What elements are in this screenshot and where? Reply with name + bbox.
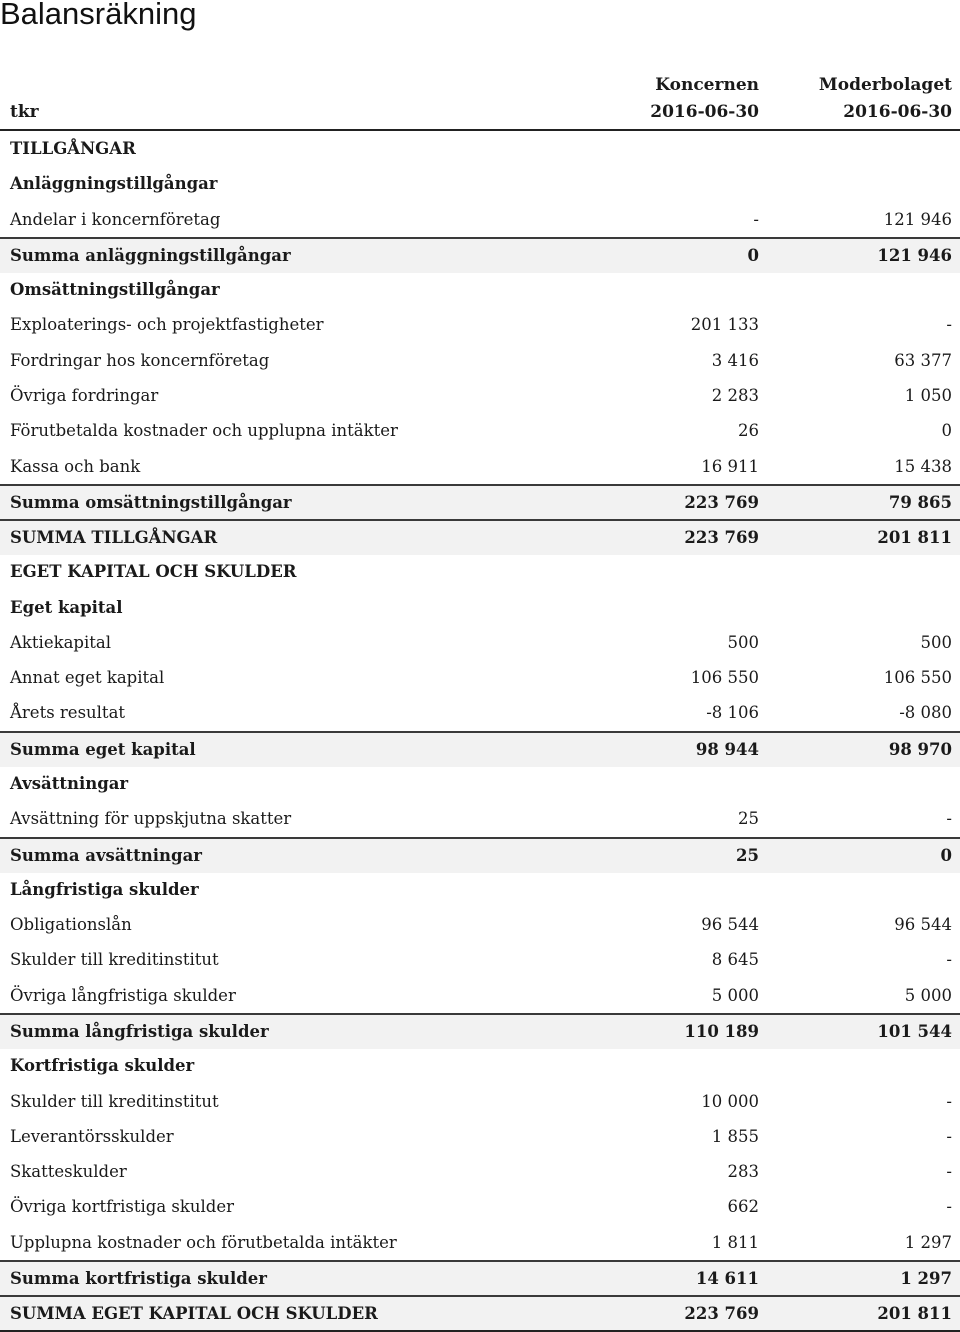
- koncernen-value: 201 133: [690, 315, 759, 335]
- moderbolaget-value: -: [946, 809, 952, 829]
- row-label: Övriga fordringar: [10, 385, 159, 405]
- section-heading-row: [0, 872, 960, 907]
- row-label: Summa långfristiga skulder: [10, 1022, 269, 1041]
- moderbolaget-value: 1 297: [900, 1268, 952, 1288]
- moderbolaget-value: 101 544: [877, 1022, 952, 1041]
- moderbolaget-value: 121 946: [883, 209, 952, 229]
- koncernen-value: 106 550: [690, 668, 759, 688]
- summary-row: [0, 837, 960, 873]
- row-label: Omsättningstillgångar: [10, 280, 220, 300]
- section-heading-row: [0, 166, 960, 201]
- moderbolaget-value: 121 946: [877, 245, 952, 265]
- moderbolaget-value: 500: [920, 632, 952, 652]
- summary-row: [0, 1295, 960, 1331]
- moderbolaget-value: 79 865: [888, 492, 952, 512]
- koncernen-value: 2 283: [711, 385, 759, 405]
- table-row: [0, 449, 960, 484]
- row-label: Långfristiga skulder: [10, 879, 199, 899]
- summary-row: [0, 1013, 960, 1049]
- table-row: [0, 978, 960, 1013]
- row-label: Skatteskulder: [10, 1162, 127, 1182]
- table-row: [0, 307, 960, 342]
- table-row: [0, 660, 960, 695]
- section-heading-row: [0, 554, 960, 589]
- page-title: Balansräkning: [0, 0, 197, 31]
- koncernen-value: 25: [738, 809, 759, 829]
- koncernen-value: 3 416: [711, 350, 759, 370]
- moderbolaget-value: 96 544: [894, 915, 952, 935]
- row-label: TILLGÅNGAR: [10, 139, 136, 158]
- koncernen-value: 223 769: [684, 1304, 759, 1324]
- row-label: Kassa och bank: [10, 456, 141, 476]
- row-label: Avsättning för uppskjutna skatter: [10, 809, 292, 829]
- unit-label: tkr: [10, 102, 39, 122]
- row-label: Skulder till kreditinstitut: [10, 950, 219, 970]
- row-label: Aktiekapital: [10, 632, 112, 652]
- moderbolaget-value: -: [946, 315, 952, 335]
- row-label: Anläggningstillgångar: [10, 174, 218, 194]
- table-row: [0, 1154, 960, 1189]
- row-label: Summa kortfristiga skulder: [10, 1268, 267, 1288]
- koncernen-value: 10 000: [701, 1091, 759, 1111]
- table-row: [0, 378, 960, 413]
- summary-row: [0, 484, 960, 520]
- row-label: Övriga kortfristiga skulder: [10, 1197, 234, 1217]
- moderbolaget-value: -: [946, 950, 952, 970]
- moderbolaget-value: 1 297: [904, 1232, 952, 1252]
- moderbolaget-value: -: [946, 1126, 952, 1146]
- koncernen-value: 283: [727, 1162, 759, 1182]
- row-label: Fordringar hos koncernföretag: [10, 350, 270, 370]
- row-label: Obligationslån: [10, 915, 132, 935]
- row-label: Kortfristiga skulder: [10, 1056, 195, 1076]
- row-label: Exploaterings- och projektfastigheter: [10, 315, 324, 335]
- koncernen-value: 5 000: [711, 985, 759, 1005]
- moderbolaget-value: -8 080: [899, 703, 952, 723]
- moderbolaget-value: -: [946, 1091, 952, 1111]
- row-label: Skulder till kreditinstitut: [10, 1091, 219, 1111]
- koncernen-value: 1 855: [711, 1126, 759, 1146]
- row-label: SUMMA EGET KAPITAL OCH SKULDER: [10, 1304, 378, 1324]
- table-row: [0, 942, 960, 977]
- row-label: Summa eget kapital: [10, 739, 196, 759]
- table-row: [0, 801, 960, 836]
- row-label: Summa anläggningstillgångar: [10, 245, 291, 265]
- moderbolaget-value: 5 000: [904, 985, 952, 1005]
- table-row: [0, 202, 960, 237]
- summary-row: [0, 519, 960, 555]
- table-row: [0, 413, 960, 448]
- moderbolaget-value: 15 438: [894, 456, 952, 476]
- koncernen-value: 25: [736, 845, 759, 865]
- row-label: EGET KAPITAL OCH SKULDER: [10, 562, 297, 582]
- section-heading-row: [0, 766, 960, 801]
- koncernen-value: 223 769: [684, 528, 759, 548]
- table-row: [0, 695, 960, 730]
- summary-row: [0, 237, 960, 273]
- row-label: SUMMA TILLGÅNGAR: [10, 528, 218, 548]
- column-date-moderbolaget: 2016-06-30: [843, 102, 952, 122]
- table-row: [0, 343, 960, 378]
- koncernen-value: -: [753, 209, 759, 229]
- moderbolaget-value: 63 377: [894, 350, 952, 370]
- row-label: Årets resultat: [10, 703, 126, 723]
- moderbolaget-value: 201 811: [877, 1304, 952, 1324]
- table-row: [0, 1189, 960, 1224]
- row-label: Avsättningar: [10, 774, 129, 794]
- moderbolaget-value: -: [946, 1197, 952, 1217]
- koncernen-value: 110 189: [684, 1022, 759, 1041]
- table-row: [0, 907, 960, 942]
- koncernen-value: 16 911: [701, 456, 759, 476]
- moderbolaget-value: 0: [941, 421, 952, 441]
- summary-row: [0, 1260, 960, 1296]
- section-heading-row: [0, 590, 960, 625]
- koncernen-value: 1 811: [711, 1232, 759, 1252]
- koncernen-value: 0: [747, 245, 759, 265]
- koncernen-value: 662: [727, 1197, 759, 1217]
- koncernen-value: 223 769: [684, 492, 759, 512]
- row-label: Övriga långfristiga skulder: [10, 985, 236, 1005]
- koncernen-value: 98 944: [695, 739, 759, 759]
- row-label: Förutbetalda kostnader och upplupna intäkter: [10, 421, 398, 441]
- moderbolaget-value: 201 811: [877, 528, 952, 548]
- koncernen-value: 26: [738, 421, 759, 441]
- table-row: [0, 1084, 960, 1119]
- table-row: [0, 625, 960, 660]
- moderbolaget-value: 98 970: [888, 739, 952, 759]
- row-label: Upplupna kostnader och förutbetalda intäkter: [10, 1232, 397, 1252]
- moderbolaget-value: 106 550: [883, 668, 952, 688]
- table-row: [0, 1119, 960, 1154]
- column-header-moderbolaget: Moderbolaget: [818, 75, 952, 95]
- koncernen-value: -8 106: [706, 703, 759, 723]
- moderbolaget-value: 1 050: [904, 385, 952, 405]
- koncernen-value: 14 611: [695, 1268, 759, 1288]
- column-header-koncernen: Koncernen: [655, 75, 759, 95]
- row-label: Annat eget kapital: [10, 668, 165, 688]
- koncernen-value: 8 645: [711, 950, 759, 970]
- table-row: [0, 1225, 960, 1260]
- row-label: Summa avsättningar: [10, 845, 202, 865]
- row-label: Andelar i koncernföretag: [10, 209, 221, 229]
- section-heading-row: [0, 131, 960, 166]
- row-label: Eget kapital: [10, 597, 123, 617]
- column-date-koncernen: 2016-06-30: [650, 102, 759, 122]
- section-heading-row: [0, 1048, 960, 1083]
- koncernen-value: 96 544: [701, 915, 759, 935]
- moderbolaget-value: 0: [940, 845, 952, 865]
- row-label: Summa omsättningstillgångar: [10, 492, 292, 512]
- row-label: Leverantörsskulder: [10, 1126, 174, 1146]
- summary-row: [0, 731, 960, 767]
- section-heading-row: [0, 272, 960, 307]
- koncernen-value: 500: [727, 632, 759, 652]
- moderbolaget-value: -: [946, 1162, 952, 1182]
